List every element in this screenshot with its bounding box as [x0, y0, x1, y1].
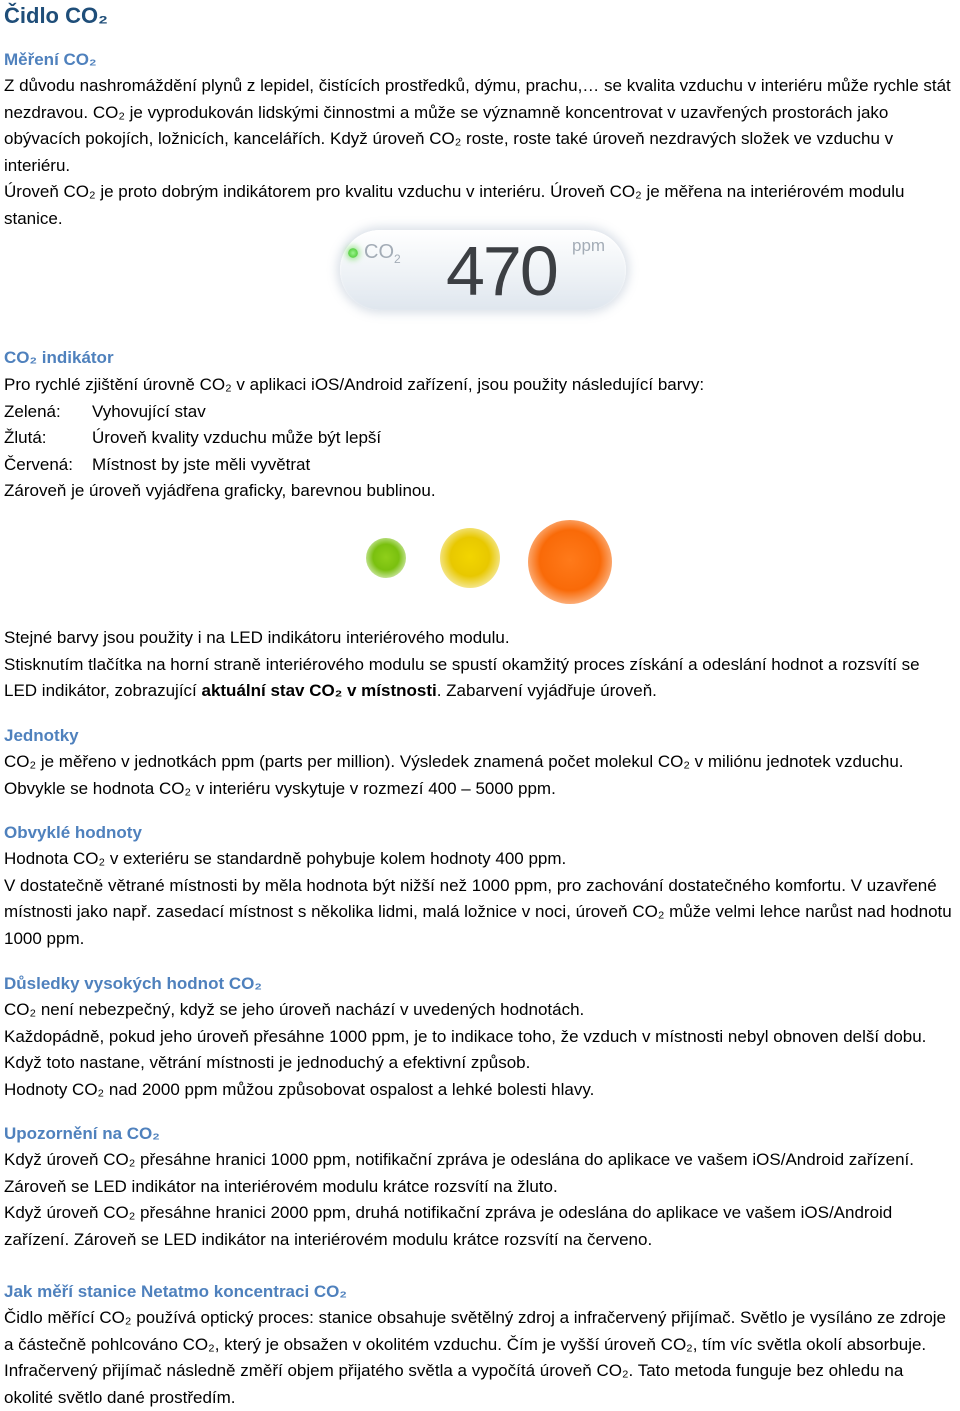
status-dot-icon — [348, 248, 358, 258]
widget-gas-label: $CO_2$ — [364, 241, 401, 266]
paragraph: V dostatečně větrané místnosti by měla hodnota být nižší než 1000 ppm, pro zachování dostatečného komfortu. V uzavřené místnosti jako např. zasedací místnost s několika lidmi, malá ložnice v noci, úroveň CO₂ může velmi lehce narůst nad hodnotu 1000 ppm. — [4, 875, 952, 948]
paragraph: Když úroveň CO₂ přesáhne hranici 2000 ppm, druhá notifikační zpráva je odeslána do aplikace ve vašem iOS/Android zařízení. Zároveň se LED indikátor na interiérovém modulu krátce rozsvítí na červeno. — [4, 1203, 893, 1249]
color-row-red: Červená: Místnost by jste měli vyvětrat — [4, 454, 311, 474]
paragraph: Hodnota CO₂ v exteriéru se standardně pohybuje kolem hodnoty 400 ppm. — [4, 849, 567, 868]
paragraph: Čidlo měřící CO₂ používá optický proces: stanice obsahuje světělný zdroj a infračervený přijímač. Světlo je vysíláno ze zdroje a částečně pohlcováno CO₂, který je obsažen v okolitém vzduchu. Čím je vyšší úroveň CO₂, tím víc světla okolí absorbuje. Infračervený přijímač následně změří objem přijatého světla a vypočítá úroveň CO₂. Tato metoda funguje bez ohledu na okolité světlo dané prostředím. — [4, 1308, 947, 1407]
heading-jednotky: Jednotky — [4, 726, 79, 745]
paragraph: Hodnoty CO₂ nad 2000 ppm můžou způsobovat ospalost a lehké bolesti hlavy. — [4, 1079, 595, 1099]
paragraph: CO₂ je měřeno v jednotkách ppm (parts per million). Výsledek znamená počet molekul CO₂ v miliónu jednotek vzduchu. Obvykle se hodnota CO₂ v interiéru vyskytuje v rozmezí 400 – 5000 ppm. — [4, 752, 904, 798]
widget-unit: ppm — [572, 236, 606, 255]
paragraph: Pro rychlé zjištění úrovně CO₂ v aplikaci iOS/Android zařízení, jsou použity následující barvy: — [4, 375, 705, 394]
color-row-green: Zelená: Vyhovující stav — [4, 401, 206, 421]
section-upozorneni-body — [4, 1147, 956, 1253]
orange-bubble-icon — [528, 520, 612, 604]
paragraph: Stejné barvy jsou použity i na LED indikátoru interiérového modulu. — [4, 628, 510, 647]
bold-text: aktuální stav CO₂ v místnosti — [201, 681, 437, 700]
yellow-bubble-icon — [440, 528, 500, 588]
section-jak-body — [4, 1305, 956, 1411]
paragraph: Úroveň CO₂ je proto dobrým indikátorem pro kvalitu vzduchu v interiéru. Úroveň CO₂ je měřena na interiérovém modulu stanice. — [4, 182, 905, 228]
heading-upozorneni: Upozornění na CO₂ — [4, 1124, 160, 1143]
heading-mereni: Měření CO₂ — [4, 50, 97, 69]
heading-dusledky: Důsledky vysokých hodnot CO₂ — [4, 974, 262, 993]
heading-jak: Jak měří stanice Netatmo koncentraci CO₂ — [4, 1282, 347, 1301]
paragraph: Každopádně, pokud jeho úroveň přesáhne 1000 ppm, je to indikace toho, že vzduch v místnosti nebyl obnoven delší dobu. Když toto nastane, větrání místnosti je jednoduchý a efektivní způsob. — [4, 1026, 927, 1072]
section-led-body — [4, 625, 956, 705]
section-jednotky-body — [4, 749, 956, 802]
heading-indikator: CO₂ indikátor — [4, 348, 114, 367]
widget-value: 470 — [446, 232, 557, 310]
paragraph: Z důvodu nashromáždění plynů z lepidel, čistících prostředků, dýmu, prachu,… se kvalita vzduchu v interiéru může rychle stát nezdravou. CO₂ je vyprodukován lidskými činnostmi a může se významně koncentrovat v uzavřených prostorách jako obývacích pokojích, ložnicích, kancelářích. Když úroveň CO₂ roste, roste také úroveň nezdravých složek ve vzduchu v interiéru. — [4, 76, 951, 175]
section-indikator-body — [4, 372, 956, 505]
color-bubbles — [350, 520, 620, 600]
paragraph: Stisknutím tlačítka na horní straně interiérového modulu se spustí okamžitý proces získání a odeslání hodnot a rozsvítí se LED indikátor, zobrazující aktuální stav CO₂ v místnosti. Zabarvení vyjádřuje úroveň. — [4, 654, 920, 700]
page-title: Čidlo CO₂ — [4, 3, 108, 28]
color-row-yellow: Žlutá: Úroveň kvality vzduchu může být lepší — [4, 428, 382, 447]
section-mereni-body — [4, 73, 956, 232]
section-obvykle-body — [4, 846, 956, 952]
heading-obvykle: Obvyklé hodnoty — [4, 823, 142, 842]
co2-reading-widget — [340, 230, 626, 310]
paragraph: CO₂ není nebezpečný, když se jeho úroveň nachází v uvedených hodnotách. — [4, 1000, 585, 1019]
paragraph: Zároveň je úroveň vyjádřena graficky, barevnou bublinou. — [4, 481, 436, 500]
green-bubble-icon — [366, 538, 406, 578]
section-dusledky-body — [4, 997, 956, 1103]
paragraph: Když úroveň CO₂ přesáhne hranici 1000 ppm, notifikační zpráva je odeslána do aplikace ve vašem iOS/Android zařízení. Zároveň se LED indikátor na interiérovém modulu krátce rozsvítí na žluto. — [4, 1150, 914, 1196]
